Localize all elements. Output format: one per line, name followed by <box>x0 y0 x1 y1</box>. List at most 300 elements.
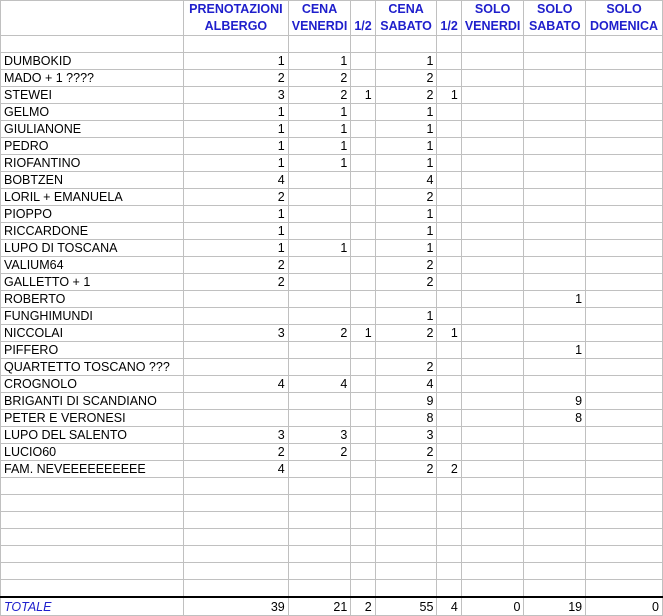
cell-cena-venerdi[interactable] <box>288 308 351 325</box>
cell-albergo[interactable]: 1 <box>184 155 289 172</box>
cell-cena-venerdi[interactable] <box>288 563 351 580</box>
cell-solo-domenica[interactable] <box>586 444 663 461</box>
cell-name[interactable]: LUPO DI TOSCANA <box>1 240 184 257</box>
cell-cena-venerdi-half[interactable] <box>351 546 375 563</box>
cell-albergo[interactable] <box>184 563 289 580</box>
cell-name[interactable]: PIOPPO <box>1 206 184 223</box>
cell-cena-sabato[interactable]: 3 <box>375 427 437 444</box>
cell-cena-sabato-half[interactable] <box>437 444 461 461</box>
cell-cena-venerdi[interactable] <box>288 529 351 546</box>
cell-cena-venerdi-half[interactable] <box>351 291 375 308</box>
cell-albergo[interactable] <box>184 342 289 359</box>
cell-cena-sabato-half[interactable] <box>437 53 461 70</box>
cell-solo-sabato[interactable] <box>524 172 586 189</box>
cell-cena-venerdi-half[interactable] <box>351 563 375 580</box>
cell-solo-domenica[interactable] <box>586 53 663 70</box>
cell-cena-venerdi-half[interactable] <box>351 36 375 53</box>
cell-cena-venerdi-half[interactable] <box>351 512 375 529</box>
cell-solo-sabato[interactable] <box>524 308 586 325</box>
total-solo-domenica[interactable]: 0 <box>586 597 663 616</box>
cell-solo-venerdi[interactable] <box>461 53 524 70</box>
cell-solo-venerdi[interactable] <box>461 325 524 342</box>
cell-name[interactable] <box>1 563 184 580</box>
cell-name[interactable] <box>1 478 184 495</box>
cell-cena-venerdi-half[interactable] <box>351 393 375 410</box>
cell-name[interactable]: GALLETTO + 1 <box>1 274 184 291</box>
cell-cena-venerdi-half[interactable] <box>351 359 375 376</box>
cell-name[interactable]: BRIGANTI DI SCANDIANO <box>1 393 184 410</box>
cell-cena-sabato[interactable]: 1 <box>375 206 437 223</box>
cell-cena-sabato[interactable]: 2 <box>375 274 437 291</box>
cell-cena-sabato-half[interactable] <box>437 478 461 495</box>
cell-cena-sabato[interactable]: 1 <box>375 240 437 257</box>
cell-cena-sabato[interactable] <box>375 529 437 546</box>
cell-name[interactable]: RICCARDONE <box>1 223 184 240</box>
cell-cena-venerdi[interactable]: 1 <box>288 121 351 138</box>
cell-cena-sabato-half[interactable]: 2 <box>437 461 461 478</box>
cell-name[interactable] <box>1 580 184 598</box>
cell-cena-venerdi-half[interactable] <box>351 461 375 478</box>
cell-solo-domenica[interactable] <box>586 223 663 240</box>
cell-solo-sabato[interactable] <box>524 444 586 461</box>
cell-name[interactable]: NICCOLAI <box>1 325 184 342</box>
cell-cena-sabato[interactable]: 2 <box>375 325 437 342</box>
cell-cena-venerdi[interactable] <box>288 291 351 308</box>
cell-albergo[interactable]: 1 <box>184 53 289 70</box>
cell-albergo[interactable]: 1 <box>184 223 289 240</box>
cell-cena-venerdi-half[interactable] <box>351 155 375 172</box>
cell-cena-sabato[interactable] <box>375 546 437 563</box>
cell-cena-venerdi[interactable] <box>288 495 351 512</box>
cell-name[interactable] <box>1 529 184 546</box>
cell-name[interactable]: LUCIO60 <box>1 444 184 461</box>
cell-cena-venerdi[interactable] <box>288 206 351 223</box>
cell-solo-sabato[interactable] <box>524 104 586 121</box>
cell-name[interactable]: MADO + 1 ???? <box>1 70 184 87</box>
cell-solo-venerdi[interactable] <box>461 70 524 87</box>
cell-solo-domenica[interactable] <box>586 189 663 206</box>
cell-solo-venerdi[interactable] <box>461 546 524 563</box>
cell-cena-venerdi[interactable] <box>288 172 351 189</box>
cell-albergo[interactable] <box>184 308 289 325</box>
cell-cena-sabato-half[interactable] <box>437 342 461 359</box>
cell-albergo[interactable]: 4 <box>184 376 289 393</box>
cell-cena-sabato[interactable]: 2 <box>375 257 437 274</box>
cell-solo-sabato[interactable] <box>524 359 586 376</box>
cell-solo-sabato[interactable] <box>524 580 586 598</box>
cell-name[interactable]: CROGNOLO <box>1 376 184 393</box>
cell-cena-venerdi[interactable]: 1 <box>288 155 351 172</box>
cell-solo-venerdi[interactable] <box>461 376 524 393</box>
cell-solo-venerdi[interactable] <box>461 478 524 495</box>
cell-cena-venerdi[interactable] <box>288 189 351 206</box>
total-cena-venerdi-half[interactable]: 2 <box>351 597 375 616</box>
cell-cena-venerdi[interactable] <box>288 393 351 410</box>
header-cell-albergo[interactable] <box>184 1 289 36</box>
cell-solo-venerdi[interactable] <box>461 172 524 189</box>
cell-solo-venerdi[interactable] <box>461 121 524 138</box>
cell-cena-venerdi-half[interactable] <box>351 138 375 155</box>
cell-cena-sabato[interactable] <box>375 478 437 495</box>
cell-cena-venerdi[interactable]: 2 <box>288 87 351 104</box>
cell-cena-sabato-half[interactable] <box>437 495 461 512</box>
cell-solo-sabato[interactable] <box>524 87 586 104</box>
cell-solo-sabato[interactable] <box>524 138 586 155</box>
header-cell-cena-sabato[interactable] <box>375 1 437 36</box>
cell-cena-sabato[interactable] <box>375 580 437 598</box>
cell-albergo[interactable]: 2 <box>184 444 289 461</box>
cell-solo-venerdi[interactable] <box>461 257 524 274</box>
cell-solo-sabato[interactable] <box>524 155 586 172</box>
cell-albergo[interactable] <box>184 410 289 427</box>
cell-cena-venerdi-half[interactable] <box>351 410 375 427</box>
cell-cena-venerdi[interactable]: 1 <box>288 53 351 70</box>
cell-solo-venerdi[interactable] <box>461 461 524 478</box>
cell-solo-venerdi[interactable] <box>461 342 524 359</box>
cell-cena-venerdi-half[interactable] <box>351 580 375 598</box>
cell-solo-venerdi[interactable] <box>461 495 524 512</box>
cell-solo-domenica[interactable] <box>586 70 663 87</box>
cell-cena-sabato-half[interactable] <box>437 563 461 580</box>
cell-cena-venerdi-half[interactable] <box>351 257 375 274</box>
cell-cena-sabato[interactable] <box>375 36 437 53</box>
cell-name[interactable]: PEDRO <box>1 138 184 155</box>
cell-solo-sabato[interactable] <box>524 36 586 53</box>
cell-solo-venerdi[interactable] <box>461 189 524 206</box>
cell-cena-sabato[interactable]: 1 <box>375 155 437 172</box>
cell-solo-domenica[interactable] <box>586 427 663 444</box>
cell-solo-sabato[interactable] <box>524 512 586 529</box>
cell-cena-sabato-half[interactable] <box>437 580 461 598</box>
cell-cena-venerdi[interactable] <box>288 580 351 598</box>
cell-solo-domenica[interactable] <box>586 580 663 598</box>
cell-cena-venerdi-half[interactable] <box>351 478 375 495</box>
cell-cena-venerdi[interactable]: 1 <box>288 240 351 257</box>
cell-solo-venerdi[interactable] <box>461 240 524 257</box>
cell-solo-sabato[interactable] <box>524 427 586 444</box>
cell-cena-sabato[interactable]: 2 <box>375 444 437 461</box>
cell-cena-sabato-half[interactable] <box>437 308 461 325</box>
cell-cena-sabato[interactable]: 1 <box>375 138 437 155</box>
total-cena-sabato[interactable]: 55 <box>375 597 437 616</box>
cell-albergo[interactable] <box>184 512 289 529</box>
cell-solo-sabato[interactable] <box>524 70 586 87</box>
header-cell-cena-venerdi-half[interactable] <box>351 1 375 36</box>
cell-solo-domenica[interactable] <box>586 172 663 189</box>
cell-albergo[interactable] <box>184 291 289 308</box>
cell-cena-sabato-half[interactable] <box>437 257 461 274</box>
cell-cena-sabato-half[interactable] <box>437 104 461 121</box>
cell-cena-venerdi-half[interactable] <box>351 274 375 291</box>
cell-name[interactable]: FAM. NEVEEEEEEEEEE <box>1 461 184 478</box>
cell-solo-venerdi[interactable] <box>461 580 524 598</box>
cell-cena-venerdi[interactable]: 2 <box>288 325 351 342</box>
cell-cena-venerdi-half[interactable] <box>351 376 375 393</box>
cell-cena-venerdi-half[interactable] <box>351 104 375 121</box>
header-cell-solo-sabato[interactable] <box>524 1 586 36</box>
cell-cena-venerdi-half[interactable] <box>351 495 375 512</box>
cell-cena-sabato-half[interactable] <box>437 155 461 172</box>
cell-cena-sabato-half[interactable] <box>437 359 461 376</box>
cell-solo-venerdi[interactable] <box>461 104 524 121</box>
cell-solo-venerdi[interactable] <box>461 563 524 580</box>
cell-cena-sabato-half[interactable] <box>437 291 461 308</box>
cell-solo-sabato[interactable] <box>524 274 586 291</box>
cell-solo-domenica[interactable] <box>586 325 663 342</box>
cell-albergo[interactable]: 1 <box>184 104 289 121</box>
cell-cena-sabato[interactable]: 2 <box>375 359 437 376</box>
cell-cena-sabato-half[interactable] <box>437 240 461 257</box>
cell-cena-venerdi-half[interactable] <box>351 223 375 240</box>
cell-cena-venerdi-half[interactable]: 1 <box>351 325 375 342</box>
cell-solo-domenica[interactable] <box>586 478 663 495</box>
cell-cena-venerdi-half[interactable] <box>351 529 375 546</box>
header-cell-name[interactable] <box>1 1 184 36</box>
cell-cena-venerdi[interactable] <box>288 223 351 240</box>
cell-cena-sabato-half[interactable] <box>437 410 461 427</box>
total-cena-venerdi[interactable]: 21 <box>288 597 351 616</box>
cell-solo-sabato[interactable] <box>524 257 586 274</box>
cell-cena-venerdi-half[interactable] <box>351 189 375 206</box>
total-albergo[interactable]: 39 <box>184 597 289 616</box>
cell-cena-venerdi-half[interactable] <box>351 206 375 223</box>
cell-cena-venerdi-half[interactable] <box>351 444 375 461</box>
cell-cena-sabato-half[interactable] <box>437 189 461 206</box>
cell-solo-domenica[interactable] <box>586 121 663 138</box>
cell-cena-sabato[interactable]: 8 <box>375 410 437 427</box>
cell-solo-domenica[interactable] <box>586 36 663 53</box>
cell-cena-sabato[interactable]: 1 <box>375 121 437 138</box>
cell-name[interactable]: LORIL + EMANUELA <box>1 189 184 206</box>
cell-albergo[interactable] <box>184 529 289 546</box>
cell-name[interactable] <box>1 495 184 512</box>
cell-name[interactable]: STEWEI <box>1 87 184 104</box>
cell-cena-venerdi-half[interactable] <box>351 308 375 325</box>
total-solo-venerdi[interactable]: 0 <box>461 597 524 616</box>
cell-solo-sabato[interactable]: 1 <box>524 342 586 359</box>
cell-cena-sabato[interactable] <box>375 563 437 580</box>
cell-cena-sabato[interactable]: 4 <box>375 376 437 393</box>
cell-albergo[interactable] <box>184 580 289 598</box>
cell-solo-venerdi[interactable] <box>461 393 524 410</box>
cell-name[interactable]: QUARTETTO TOSCANO ??? <box>1 359 184 376</box>
cell-solo-domenica[interactable] <box>586 291 663 308</box>
cell-solo-sabato[interactable] <box>524 53 586 70</box>
cell-albergo[interactable] <box>184 478 289 495</box>
cell-solo-domenica[interactable] <box>586 257 663 274</box>
cell-albergo[interactable]: 1 <box>184 240 289 257</box>
cell-solo-venerdi[interactable] <box>461 206 524 223</box>
cell-name[interactable]: GELMO <box>1 104 184 121</box>
cell-name[interactable]: FUNGHIMUNDI <box>1 308 184 325</box>
cell-solo-sabato[interactable] <box>524 478 586 495</box>
cell-name[interactable]: BOBTZEN <box>1 172 184 189</box>
cell-cena-venerdi[interactable] <box>288 342 351 359</box>
cell-cena-venerdi-half[interactable] <box>351 240 375 257</box>
cell-cena-venerdi[interactable] <box>288 359 351 376</box>
cell-albergo[interactable]: 1 <box>184 206 289 223</box>
cell-solo-sabato[interactable] <box>524 376 586 393</box>
header-cell-solo-venerdi[interactable] <box>461 1 524 36</box>
cell-solo-venerdi[interactable] <box>461 427 524 444</box>
cell-cena-venerdi[interactable] <box>288 478 351 495</box>
cell-cena-sabato-half[interactable] <box>437 70 461 87</box>
total-cena-sabato-half[interactable]: 4 <box>437 597 461 616</box>
cell-albergo[interactable] <box>184 359 289 376</box>
cell-cena-sabato-half[interactable] <box>437 36 461 53</box>
cell-cena-venerdi-half[interactable] <box>351 53 375 70</box>
cell-albergo[interactable]: 1 <box>184 138 289 155</box>
cell-cena-sabato-half[interactable] <box>437 172 461 189</box>
cell-solo-sabato[interactable]: 9 <box>524 393 586 410</box>
cell-solo-sabato[interactable] <box>524 325 586 342</box>
cell-cena-venerdi[interactable]: 2 <box>288 444 351 461</box>
header-cell-solo-domenica[interactable] <box>586 1 663 36</box>
cell-solo-venerdi[interactable] <box>461 138 524 155</box>
cell-cena-venerdi-half[interactable] <box>351 70 375 87</box>
cell-solo-venerdi[interactable] <box>461 359 524 376</box>
cell-solo-domenica[interactable] <box>586 138 663 155</box>
cell-cena-sabato[interactable]: 2 <box>375 189 437 206</box>
cell-cena-sabato-half[interactable] <box>437 427 461 444</box>
cell-cena-sabato-half[interactable]: 1 <box>437 87 461 104</box>
cell-cena-venerdi[interactable]: 4 <box>288 376 351 393</box>
cell-solo-domenica[interactable] <box>586 274 663 291</box>
cell-cena-venerdi[interactable] <box>288 36 351 53</box>
cell-solo-domenica[interactable] <box>586 512 663 529</box>
cell-cena-venerdi-half[interactable]: 1 <box>351 87 375 104</box>
cell-albergo[interactable]: 2 <box>184 70 289 87</box>
cell-cena-sabato[interactable] <box>375 495 437 512</box>
cell-cena-venerdi-half[interactable] <box>351 121 375 138</box>
cell-cena-sabato-half[interactable] <box>437 138 461 155</box>
cell-solo-domenica[interactable] <box>586 87 663 104</box>
cell-cena-sabato[interactable] <box>375 342 437 359</box>
cell-solo-venerdi[interactable] <box>461 87 524 104</box>
cell-albergo[interactable]: 2 <box>184 257 289 274</box>
cell-cena-sabato[interactable]: 1 <box>375 223 437 240</box>
cell-solo-domenica[interactable] <box>586 342 663 359</box>
cell-solo-domenica[interactable] <box>586 410 663 427</box>
cell-name[interactable]: ROBERTO <box>1 291 184 308</box>
cell-solo-domenica[interactable] <box>586 104 663 121</box>
cell-solo-domenica[interactable] <box>586 546 663 563</box>
cell-cena-sabato-half[interactable] <box>437 393 461 410</box>
cell-albergo[interactable] <box>184 393 289 410</box>
cell-solo-sabato[interactable] <box>524 189 586 206</box>
cell-solo-domenica[interactable] <box>586 393 663 410</box>
cell-cena-venerdi[interactable]: 1 <box>288 104 351 121</box>
cell-solo-sabato[interactable] <box>524 206 586 223</box>
cell-solo-venerdi[interactable] <box>461 223 524 240</box>
cell-solo-sabato[interactable] <box>524 223 586 240</box>
cell-albergo[interactable]: 4 <box>184 461 289 478</box>
cell-cena-venerdi[interactable] <box>288 461 351 478</box>
cell-solo-venerdi[interactable] <box>461 410 524 427</box>
cell-cena-sabato[interactable]: 2 <box>375 87 437 104</box>
cell-solo-sabato[interactable] <box>524 240 586 257</box>
cell-name[interactable] <box>1 36 184 53</box>
cell-solo-sabato[interactable] <box>524 495 586 512</box>
cell-cena-sabato[interactable]: 4 <box>375 172 437 189</box>
cell-solo-domenica[interactable] <box>586 563 663 580</box>
header-cell-cena-sabato-half[interactable] <box>437 1 461 36</box>
cell-solo-domenica[interactable] <box>586 495 663 512</box>
cell-solo-venerdi[interactable] <box>461 529 524 546</box>
cell-name[interactable] <box>1 546 184 563</box>
cell-cena-sabato-half[interactable] <box>437 206 461 223</box>
cell-solo-domenica[interactable] <box>586 461 663 478</box>
cell-solo-venerdi[interactable] <box>461 512 524 529</box>
cell-name[interactable]: VALIUM64 <box>1 257 184 274</box>
cell-solo-venerdi[interactable] <box>461 155 524 172</box>
cell-solo-domenica[interactable] <box>586 240 663 257</box>
cell-solo-venerdi[interactable] <box>461 444 524 461</box>
cell-solo-venerdi[interactable] <box>461 274 524 291</box>
cell-cena-sabato-half[interactable] <box>437 376 461 393</box>
cell-albergo[interactable] <box>184 546 289 563</box>
cell-cena-venerdi-half[interactable] <box>351 342 375 359</box>
cell-cena-sabato[interactable] <box>375 291 437 308</box>
cell-albergo[interactable]: 1 <box>184 121 289 138</box>
cell-albergo[interactable]: 4 <box>184 172 289 189</box>
cell-solo-venerdi[interactable] <box>461 291 524 308</box>
cell-name[interactable]: PIFFERO <box>1 342 184 359</box>
cell-solo-sabato[interactable] <box>524 529 586 546</box>
cell-cena-venerdi[interactable] <box>288 274 351 291</box>
cell-solo-sabato[interactable] <box>524 563 586 580</box>
cell-solo-domenica[interactable] <box>586 359 663 376</box>
cell-solo-sabato[interactable] <box>524 546 586 563</box>
cell-cena-venerdi[interactable] <box>288 546 351 563</box>
cell-solo-domenica[interactable] <box>586 529 663 546</box>
cell-cena-venerdi[interactable] <box>288 410 351 427</box>
cell-cena-sabato-half[interactable] <box>437 223 461 240</box>
cell-cena-sabato-half[interactable] <box>437 512 461 529</box>
cell-cena-sabato[interactable] <box>375 512 437 529</box>
cell-name[interactable]: PETER E VERONESI <box>1 410 184 427</box>
cell-name[interactable]: DUMBOKID <box>1 53 184 70</box>
cell-name[interactable] <box>1 512 184 529</box>
cell-cena-sabato-half[interactable] <box>437 121 461 138</box>
cell-albergo[interactable] <box>184 495 289 512</box>
cell-cena-venerdi[interactable]: 2 <box>288 70 351 87</box>
cell-cena-sabato[interactable]: 2 <box>375 461 437 478</box>
cell-cena-sabato[interactable]: 1 <box>375 308 437 325</box>
cell-solo-domenica[interactable] <box>586 206 663 223</box>
cell-solo-sabato[interactable] <box>524 121 586 138</box>
cell-solo-venerdi[interactable] <box>461 36 524 53</box>
cell-albergo[interactable]: 3 <box>184 325 289 342</box>
cell-cena-venerdi[interactable]: 3 <box>288 427 351 444</box>
cell-solo-sabato[interactable] <box>524 461 586 478</box>
cell-name[interactable]: RIOFANTINO <box>1 155 184 172</box>
cell-cena-sabato-half[interactable]: 1 <box>437 325 461 342</box>
totals-label[interactable]: TOTALE <box>1 597 184 616</box>
cell-albergo[interactable]: 2 <box>184 274 289 291</box>
cell-cena-sabato[interactable]: 1 <box>375 53 437 70</box>
cell-solo-sabato[interactable]: 1 <box>524 291 586 308</box>
cell-solo-domenica[interactable] <box>586 308 663 325</box>
cell-name[interactable]: LUPO DEL SALENTO <box>1 427 184 444</box>
cell-solo-domenica[interactable] <box>586 376 663 393</box>
cell-cena-sabato[interactable]: 9 <box>375 393 437 410</box>
cell-cena-sabato[interactable]: 1 <box>375 104 437 121</box>
cell-albergo[interactable] <box>184 36 289 53</box>
cell-cena-sabato-half[interactable] <box>437 546 461 563</box>
cell-cena-venerdi[interactable]: 1 <box>288 138 351 155</box>
cell-cena-venerdi[interactable] <box>288 512 351 529</box>
